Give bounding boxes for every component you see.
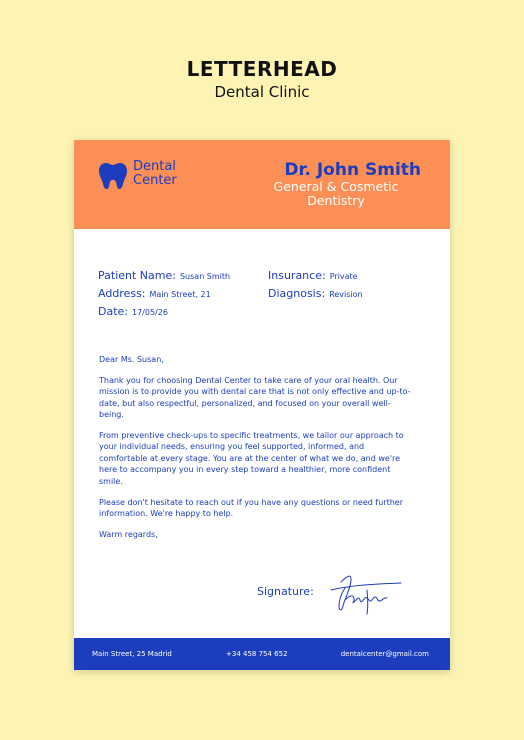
letter-paragraph: Thank you for choosing Dental Center to take care of your oral health. Our mission is to provide you with dental care that is not only effective and up-to-date, but also respectful, personalized, and focused on your overall well-being. — [99, 375, 411, 420]
page-title: LETTERHEAD — [186, 57, 338, 81]
insurance-field — [268, 264, 358, 283]
letter-greeting: Dear Ms. Susan, — [99, 355, 164, 364]
handwritten-signature — [321, 570, 409, 616]
doctor-specialty — [246, 180, 426, 208]
letter-closing: Warm regards, — [99, 529, 158, 539]
date-label: Date: — [98, 305, 128, 318]
letter-paragraph: From preventive check-ups to specific treatments, we tailor our approach to your individual needs, ensuring you feel supported, informed, and comfortable at every stage. You are at the center of what we do, and we're here to accompany you in every step toward a healthier, more confident smile. — [99, 431, 404, 486]
footer-email: dentalcenter@gmail.com — [340, 650, 429, 658]
diagnosis-value: Revision — [329, 290, 363, 299]
doctor-name: Dr. John Smith — [284, 160, 421, 180]
footer-address: Main Street, 25 Madrid — [92, 650, 172, 658]
address-field — [98, 282, 211, 301]
specialty-line-2: Dentistry — [307, 193, 365, 208]
letter-body — [99, 354, 415, 550]
patient-name-field — [98, 264, 230, 283]
footer-phone: +34 458 754 652 — [226, 650, 288, 658]
insurance-value: Private — [329, 272, 358, 281]
specialty-line-1: General & Cosmetic — [273, 179, 399, 194]
clinic-logo-text — [133, 160, 223, 188]
patient-name-label: Patient Name: — [98, 269, 176, 282]
letter-paragraph: Please don't hesitate to reach out if you have any questions or need further information. We're happy to help. — [99, 497, 403, 518]
diagnosis-field — [268, 282, 363, 301]
address-value: Main Street, 21 — [149, 290, 211, 299]
logo-line-2: Center — [133, 173, 177, 188]
diagnosis-label: Diagnosis: — [268, 287, 326, 300]
date-field — [98, 300, 168, 319]
letterhead-footer — [74, 638, 450, 670]
page-subtitle: Dental Clinic — [214, 83, 310, 101]
signature-label: Signature: — [257, 585, 314, 598]
letterhead-header — [74, 140, 450, 229]
insurance-label: Insurance: — [268, 269, 326, 282]
patient-name-value: Susan Smith — [179, 272, 231, 281]
letterhead-page — [74, 140, 450, 670]
address-label: Address: — [98, 287, 146, 300]
logo-line-1: Dental — [133, 159, 176, 174]
tooth-icon — [98, 162, 128, 190]
date-value: 17/05/26 — [132, 308, 168, 317]
